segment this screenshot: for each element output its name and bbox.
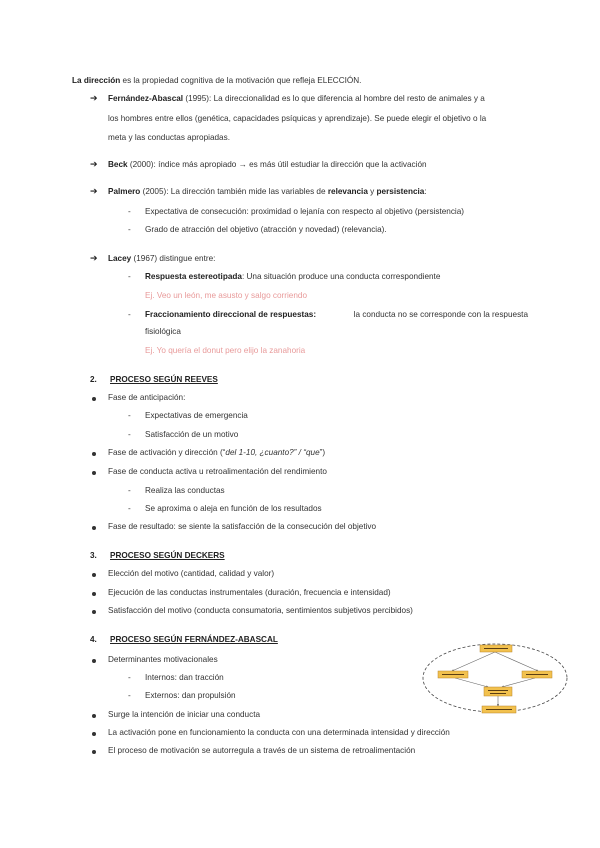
palmero-sub-2: Grado de atracción del objetivo (atracción y novedad) (relevancia). [145, 225, 387, 234]
reeves-sub-1: Expectativas de emergencia [145, 411, 248, 420]
reeves-sub-4: Se aproxima o aleja en función de los resultados [145, 504, 322, 513]
dash-bullet: - [128, 411, 131, 420]
arrow-bullet-icon: ➔ [90, 253, 98, 263]
arrow-line [455, 678, 488, 687]
section-heading-reeves: PROCESO SEGÚN REEVES [110, 375, 218, 384]
author-palmero: Palmero (2005): La dirección también mide las variables de relevancia y persistencia: [108, 187, 427, 196]
reeves-bullet-4: Fase de resultado: se siente la satisfacción de la consecución del objetivo [108, 522, 377, 531]
arrow-bullet-icon: ➔ [90, 159, 98, 169]
deckers-bullet-3: Satisfacción del motivo (conducta consumatoria, sentimientos subjetivos percibidos) [108, 606, 413, 615]
palmero-sub-1: Expectativa de consecución: proximidad o lejanía con respecto al objetivo (persistencia) [145, 207, 465, 216]
reeves-sub-2: Satisfacción de un motivo [145, 430, 239, 439]
bullet-dot [92, 452, 96, 456]
author-lacey: Lacey (1967) distingue entre: [108, 254, 216, 263]
fernandez-bullet-3: La activación pone en funcionamiento la conducta con una determinada intensidad y dirección [108, 728, 450, 737]
bullet-dot [92, 714, 96, 718]
dash-bullet: - [128, 225, 131, 234]
reeves-sub-3: Realiza las conductas [145, 486, 225, 495]
section-heading-deckers: PROCESO SEGÚN DECKERS [110, 551, 225, 560]
bullet-dot [92, 471, 96, 475]
lacey-sub-2: Fraccionamiento direccional de respuestas: la conducta no se corresponde con la respuesta [145, 310, 528, 319]
dash-bullet: - [128, 207, 131, 216]
author-beck: Beck (2000): índice más apropiado → es más útil estudiar la dirección que la activación [108, 160, 427, 169]
arrow-bullet-icon: ➔ [90, 93, 98, 103]
dash-bullet: - [128, 310, 131, 319]
section-heading-fernandez: PROCESO SEGÚN FERNÁNDEZ-ABASCAL [110, 635, 278, 644]
dash-bullet: - [128, 673, 131, 682]
author-fernandez-line1: Fernández-Abascal (1995): La direccionalidad es lo que diferencia al hombre del resto de animales y a [108, 94, 485, 103]
lacey-example-2: Ej. Yo quería el donut pero elijo la zanahoria [145, 346, 306, 355]
dash-bullet: - [128, 486, 131, 495]
fernandez-bullet-2: Surge la intención de iniciar una conducta [108, 710, 261, 719]
section-number: 3. [90, 551, 97, 560]
author-fernandez-line3: meta y las conductas apropiadas. [108, 133, 230, 142]
bullet-dot [92, 573, 96, 577]
bullet-dot [92, 592, 96, 596]
dash-bullet: - [128, 691, 131, 700]
deckers-bullet-2: Ejecución de las conductas instrumentales (duración, frecuencia e intensidad) [108, 588, 391, 597]
bullet-dot [92, 610, 96, 614]
lacey-example-1: Ej. Veo un león, me asusto y salgo corriendo [145, 291, 308, 300]
fernandez-sub-1: Internos: dan tracción [145, 673, 224, 682]
arrow-line [452, 652, 495, 671]
lacey-sub-1: Respuesta estereotipada: Una situación produce una conducta correspondiente [145, 272, 441, 281]
section-number: 4. [90, 635, 97, 644]
dash-bullet: - [128, 504, 131, 513]
fernandez-sub-2: Externos: dan propulsión [145, 691, 236, 700]
dash-bullet: - [128, 272, 131, 281]
dash-bullet: - [128, 430, 131, 439]
reeves-bullet-1: Fase de anticipación: [108, 393, 186, 402]
bullet-dot [92, 526, 96, 530]
arrow-line [495, 652, 538, 671]
reeves-bullet-2: Fase de activación y dirección (“del 1-10, ¿cuanto?” / “que”) [108, 448, 326, 457]
section-number: 2. [90, 375, 97, 384]
motivation-process-diagram [420, 638, 570, 724]
bullet-dot [92, 750, 96, 754]
arrow-bullet-icon: ➔ [90, 186, 98, 196]
lacey-sub-2-cont: fisiológica [145, 327, 181, 336]
bullet-dot [92, 397, 96, 401]
intro-paragraph: La dirección es la propiedad cognitiva de la motivación que refleja ELECCIÓN. [72, 76, 362, 85]
deckers-bullet-1: Elección del motivo (cantidad, calidad y valor) [108, 569, 275, 578]
bullet-dot [92, 659, 96, 663]
reeves-bullet-3: Fase de conducta activa u retroalimentación del rendimiento [108, 467, 327, 476]
fernandez-bullet-1: Determinantes motivacionales [108, 655, 218, 664]
bullet-dot [92, 732, 96, 736]
fernandez-bullet-4: El proceso de motivación se autorregula a través de un sistema de retroalimentación [108, 746, 416, 755]
arrow-line [502, 678, 535, 687]
author-fernandez-line2: los hombres entre ellos (genética, capacidades psíquicas y aprendizaje). Se puede elegir el objetivo o la [108, 114, 487, 123]
diagram-box-center [484, 687, 512, 696]
